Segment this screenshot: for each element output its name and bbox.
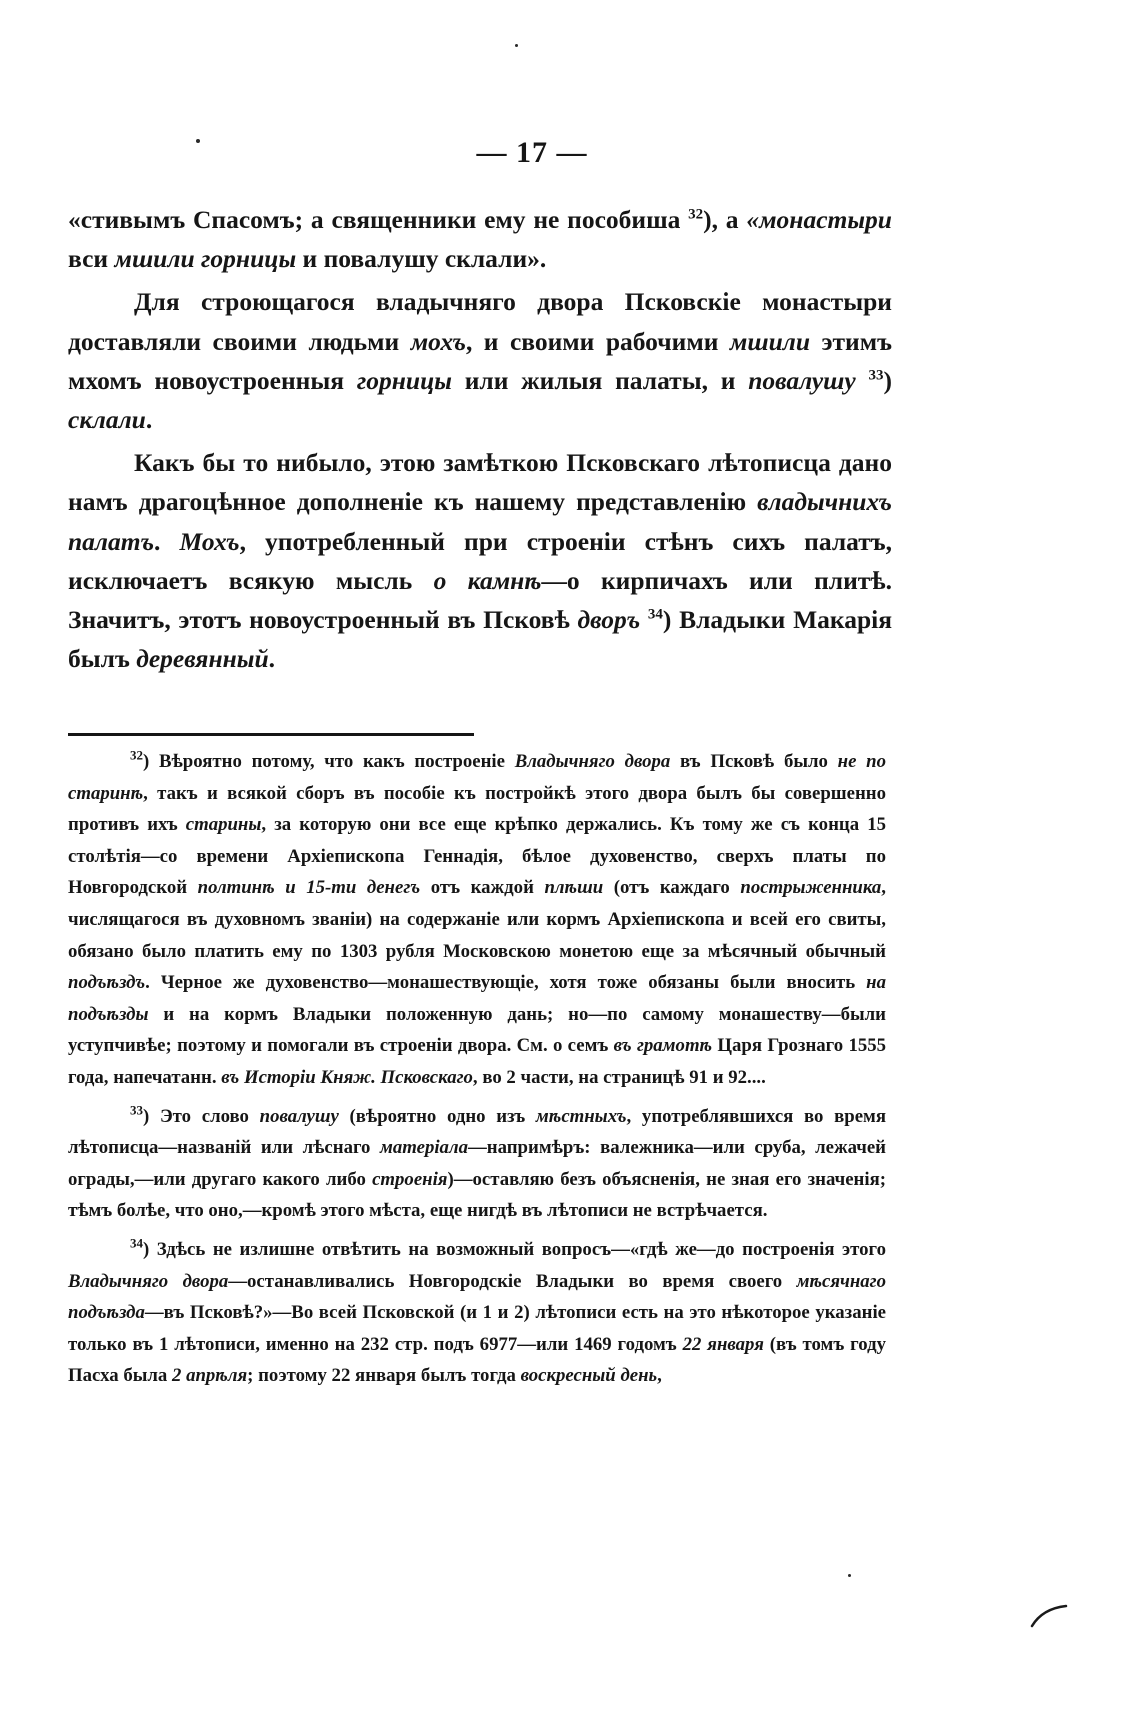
italic-text: Владычняго двора bbox=[68, 1270, 229, 1292]
italic-text: старины bbox=[185, 814, 262, 836]
text-run: этимъ мхомъ новоустроенныя bbox=[68, 326, 892, 395]
text-run: или жилыя палаты, и bbox=[451, 365, 749, 395]
text-run: , употреблявшихся во время лѣтописца—названій или лѣснаго bbox=[68, 1105, 886, 1159]
italic-text: мохъ bbox=[410, 326, 466, 356]
print-speck bbox=[848, 1574, 851, 1577]
text-run bbox=[640, 605, 648, 634]
italic-text: на подъѣзды bbox=[68, 972, 886, 1025]
text-run bbox=[856, 366, 869, 395]
italic-text: не по старинѣ bbox=[68, 751, 886, 804]
italic-text: 2 апрѣля bbox=[172, 1365, 248, 1387]
italic-text: горницы bbox=[356, 365, 452, 395]
italic-text: 22 января bbox=[682, 1333, 764, 1355]
text-run: —останавливались Новгородскіе Владыки во время своего bbox=[228, 1270, 797, 1292]
pen-mark bbox=[1030, 1602, 1070, 1628]
main-paragraph bbox=[68, 200, 892, 278]
text-run: Царя Грознаго 1555 года, напечатанн. bbox=[68, 1035, 887, 1088]
text-run: (отъ каждаго bbox=[603, 877, 741, 899]
footnote-marker: 34 bbox=[647, 606, 663, 623]
footnote-divider bbox=[68, 733, 474, 736]
text-run: . bbox=[268, 644, 276, 674]
text-run: Для строющагося владычняго двора Псковскіе монастыри доставляли своими людьми bbox=[68, 287, 892, 356]
italic-text: плѣши bbox=[544, 877, 604, 899]
text-run: . Черное же духовенство—монашествующіе, хотя тоже обязаны были вносить bbox=[145, 972, 867, 994]
italic-text: строенія bbox=[372, 1168, 448, 1190]
text-run: , bbox=[657, 1365, 662, 1387]
footnote-marker: 32 bbox=[688, 206, 704, 223]
main-paragraph bbox=[68, 443, 892, 678]
text-run: Какъ бы то нибыло, этою замѣткою Псковскаго лѣтописца дано намъ драгоцѣнное дополненіе къ нашему представленію bbox=[68, 448, 892, 517]
text-run: —въ Псковѣ?»—Во всей Псковской (и 1 и 2) лѣтописи есть на это нѣкоторое указаніе только въ 1 лѣтописи, именно на 232 стр. подъ 6977—или 1469 годомъ bbox=[68, 1302, 886, 1355]
footnote-marker: 33 bbox=[868, 367, 884, 384]
text-run: ) bbox=[883, 365, 892, 395]
text-run: (въ томъ году Пасха была bbox=[68, 1333, 886, 1387]
footnotes bbox=[68, 746, 886, 1392]
italic-text: подъѣздъ bbox=[68, 972, 146, 994]
text-run: (вѣроятно одно изъ bbox=[338, 1105, 536, 1127]
italic-text: Мохъ bbox=[179, 526, 240, 556]
footnote-33 bbox=[68, 1101, 886, 1227]
italic-text: «монастыри bbox=[746, 205, 892, 234]
italic-text: въ Исторіи Княж. Псковскаго bbox=[221, 1066, 473, 1088]
italic-text: мшили bbox=[729, 326, 811, 356]
text-run: , числящагося въ духовномъ званіи) на содержаніе или кормъ Архіепископа и всей его свиты, обязано было платить ему по 1303 рубля Московскою монетою еще за мѣсячный обычный bbox=[68, 877, 886, 962]
italic-text: пострыженника bbox=[740, 877, 882, 899]
print-speck bbox=[515, 44, 518, 47]
italic-text: склали bbox=[68, 405, 146, 435]
text-run: и на кормъ Владыки положенную дань; но—по самому монашеству—были уступчивѣе; поэтому и помогали въ строеніи двора. См. о семъ bbox=[68, 1003, 886, 1057]
italic-text: Владычняго двора bbox=[514, 751, 671, 772]
italic-text: въ грамотѣ bbox=[613, 1035, 713, 1057]
footnote-32 bbox=[68, 746, 886, 1094]
italic-text: дворъ bbox=[577, 605, 641, 635]
text-run: ) Здѣсь не излишне отвѣтить на возможный вопросъ—«гдѣ же—до построенія этого bbox=[143, 1238, 886, 1260]
text-run: —о кирпичахъ или плитѣ. Значитъ, этотъ новоустроенный въ Псковѣ bbox=[68, 565, 892, 635]
footnote-marker: 32 bbox=[130, 747, 143, 763]
text-run: ) Владыки Макарія былъ bbox=[68, 605, 893, 674]
text-run: , во 2 части, на страницѣ 91 и 92.... bbox=[472, 1066, 766, 1088]
text-run: , такъ и всякой сборъ въ пособіе къ постройкѣ этого двора былъ бы совершенно противъ ихъ bbox=[68, 782, 886, 836]
text-run: отъ каждой bbox=[420, 877, 545, 899]
italic-text: матеріала bbox=[380, 1137, 468, 1159]
italic-text: мѣстныхъ bbox=[535, 1105, 627, 1127]
text-run: . bbox=[154, 526, 180, 556]
text-run: )—оставляю безъ объясненія, не зная его значенія; тѣмъ болѣе, что оно,—кромѣ этого мѣста, еще нигдѣ въ лѣтописи не встрѣчается. bbox=[68, 1168, 886, 1222]
footnote-marker: 34 bbox=[130, 1235, 143, 1251]
text-run: «стивымъ Спасомъ; а священники ему не пособиша bbox=[68, 205, 689, 234]
italic-text: повалушу bbox=[259, 1105, 339, 1127]
text-run: ; поэтому 22 января былъ тогда bbox=[247, 1365, 521, 1387]
italic-text: повалушу bbox=[748, 365, 856, 395]
text-run: вси bbox=[68, 244, 115, 274]
text-run: въ Псковѣ было bbox=[670, 751, 838, 772]
text-run: —напримѣръ: валежника—или сруба, лежачей ограды,—или другаго какого либо bbox=[68, 1137, 886, 1190]
text-run: , употребленный при строеніи стѣнъ сихъ палатъ, исключаетъ всякую мысль bbox=[68, 526, 892, 595]
italic-text: воскресный день bbox=[520, 1365, 658, 1387]
italic-text: о камнѣ bbox=[433, 565, 542, 595]
footnote-34 bbox=[68, 1234, 886, 1392]
text-run: и повалушу склали». bbox=[296, 244, 547, 274]
text-run: ), а bbox=[703, 205, 747, 234]
main-paragraph bbox=[68, 282, 892, 439]
italic-text: полтинѣ и 15-ти денегъ bbox=[197, 877, 421, 899]
text-run: . bbox=[145, 405, 153, 435]
text-run: , за которую они все еще крѣпко держались. Къ тому же съ конца 15 столѣтія—со времени Архіепископа Геннадія, бѣлое духовенство, сверхъ платы по Новгородской bbox=[68, 814, 887, 899]
italic-text: мѣсячнаго подъѣзда bbox=[68, 1270, 886, 1324]
print-speck bbox=[196, 139, 200, 143]
page-number: — 17 — bbox=[476, 136, 588, 169]
italic-text: владычнихъ палатъ bbox=[68, 487, 892, 556]
text-run: ) Вѣроятно потому, что какъ построеніе bbox=[143, 751, 515, 772]
footnote-marker: 33 bbox=[130, 1102, 143, 1118]
text-run: ) Это слово bbox=[143, 1105, 260, 1127]
italic-text: деревянный bbox=[136, 644, 269, 674]
text-run: , и своими рабочими bbox=[465, 326, 730, 356]
italic-text: мшили горницы bbox=[114, 244, 297, 274]
main-text bbox=[68, 200, 892, 678]
